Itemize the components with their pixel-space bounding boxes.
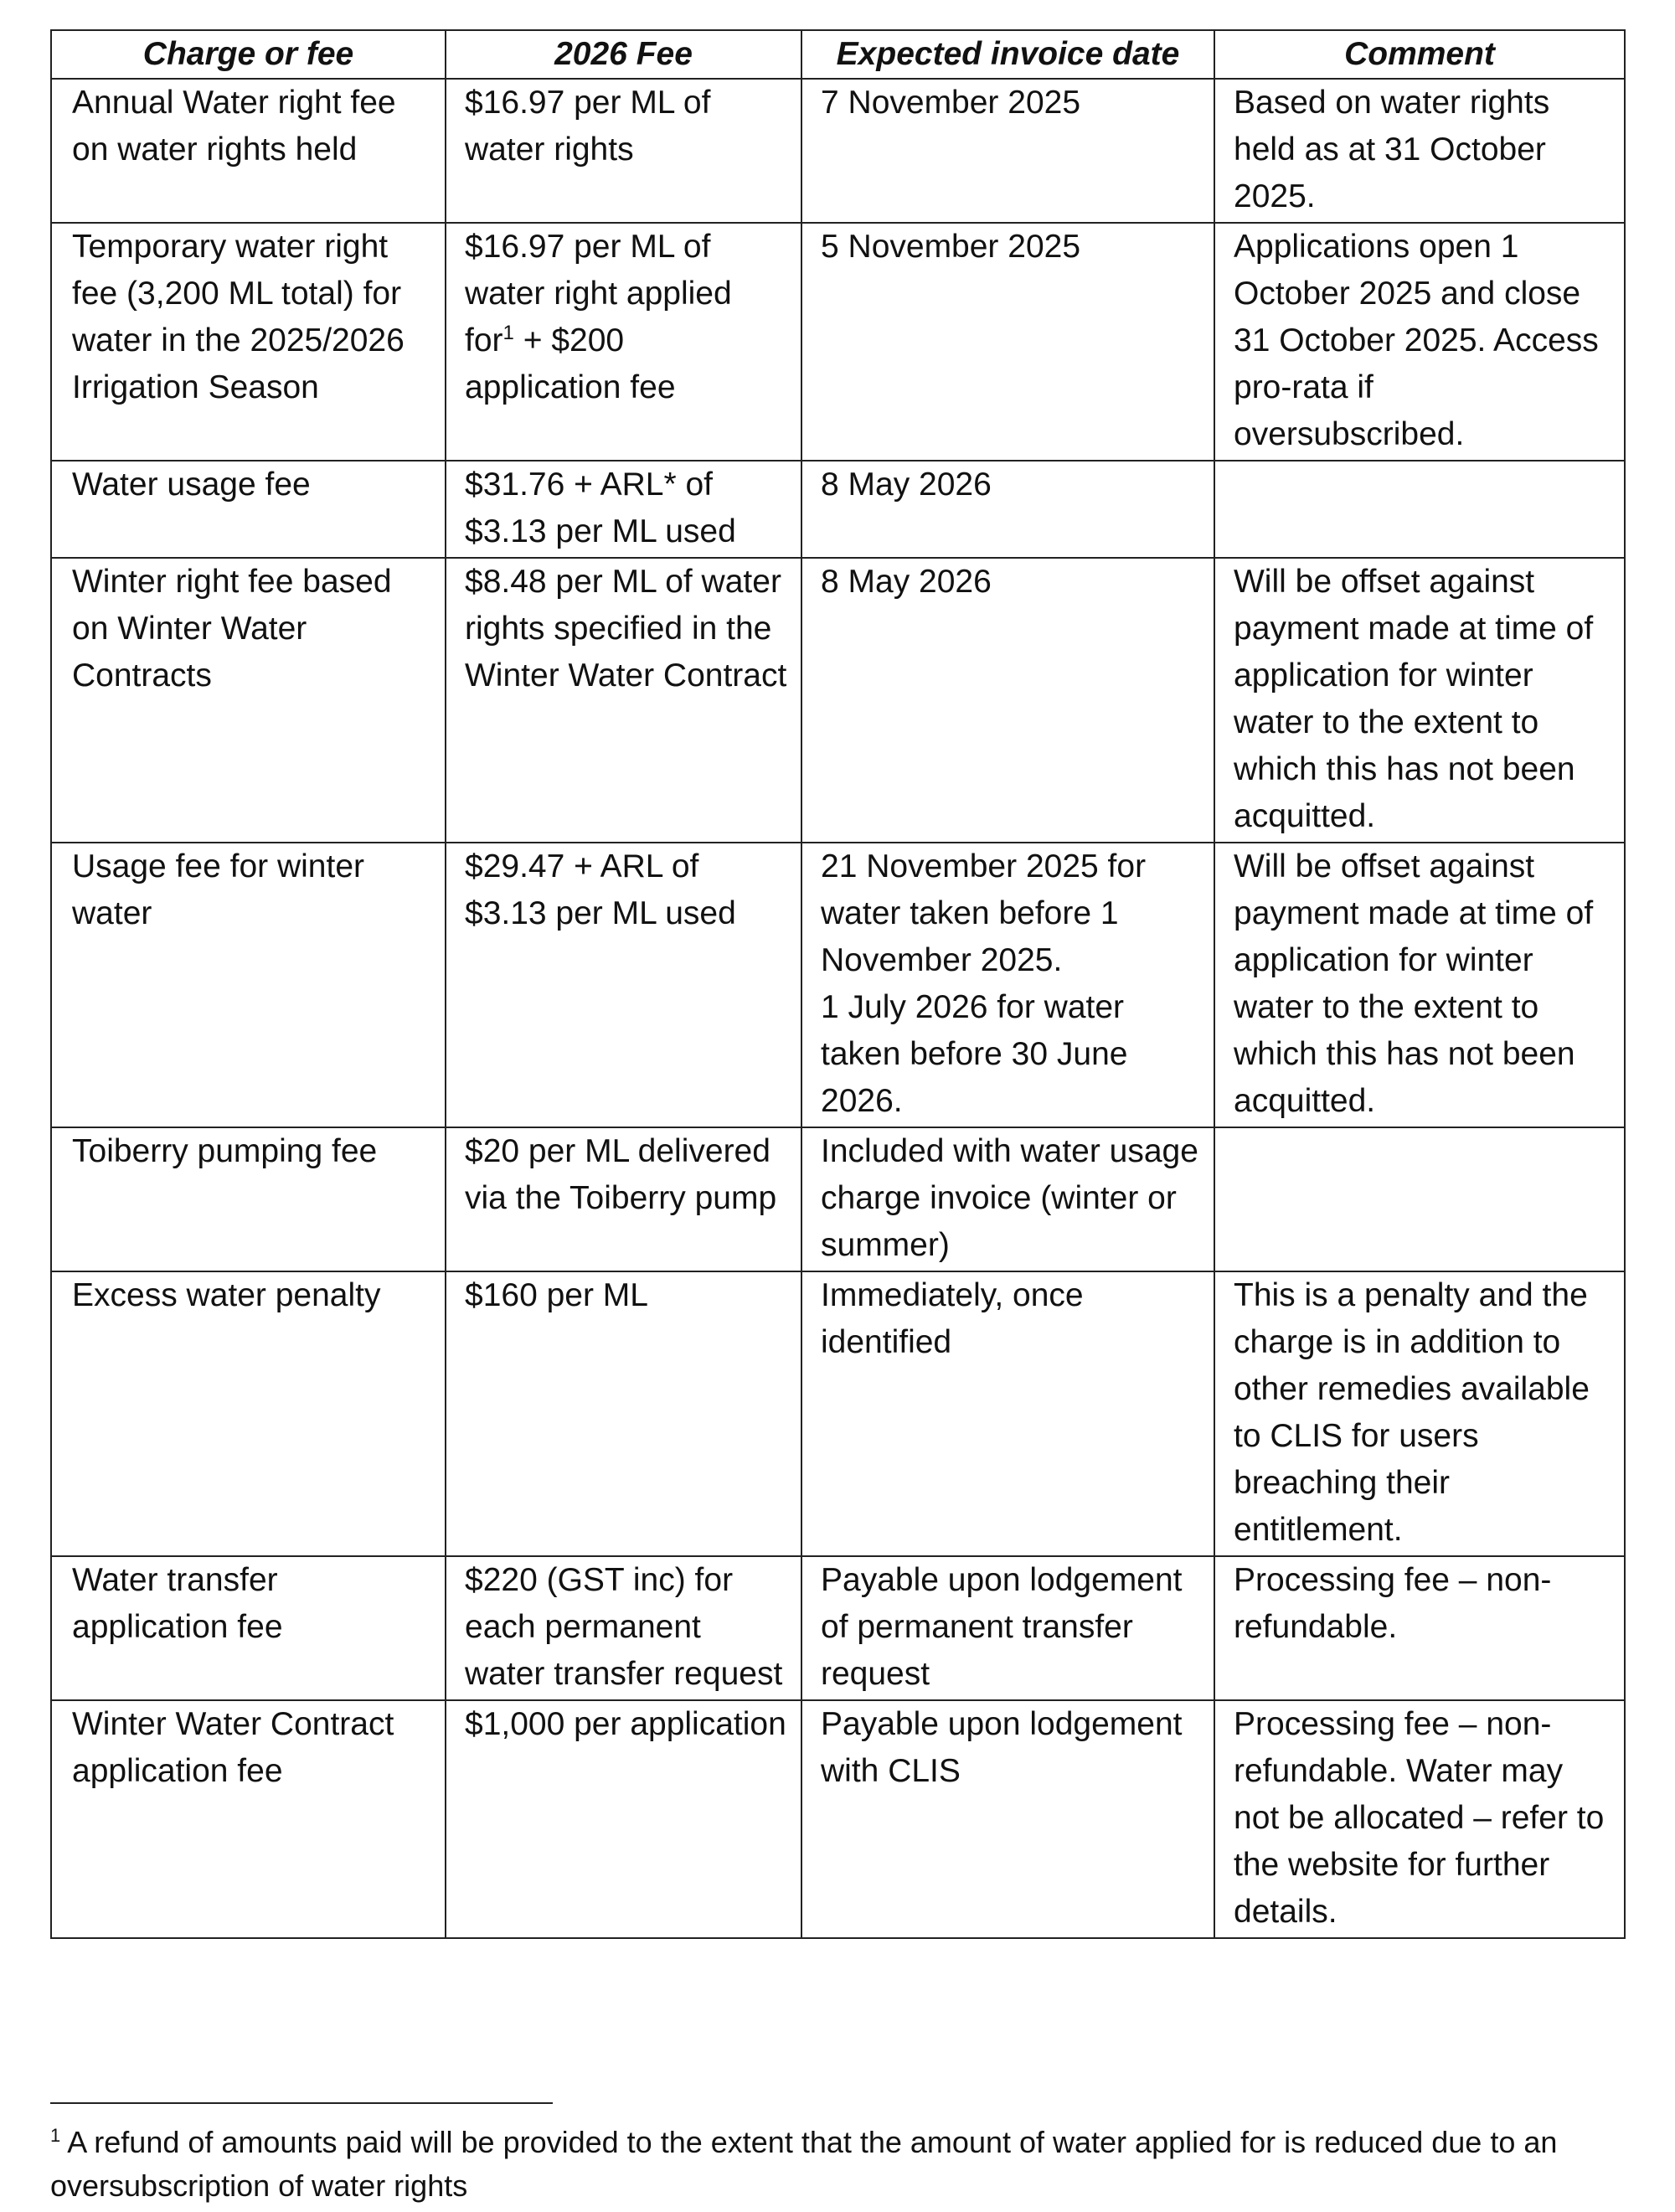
cell-comment: Will be offset against payment made at time of application for winter water to the extent to which this has not been acquitted. <box>1214 843 1625 1127</box>
table-row <box>51 1556 1625 1700</box>
table-row <box>51 558 1625 843</box>
cell-fee: $29.47 + ARL of $3.13 per ML used <box>446 843 801 1127</box>
header-expected-invoice-date: Expected invoice date <box>801 30 1214 79</box>
footnote-text: A refund of amounts paid will be provided to the extent that the amount of water applied for is reduced due to an oversubscription of water rights <box>50 2125 1558 2203</box>
cell-comment: Processing fee – non-refundable. <box>1214 1556 1625 1700</box>
cell-charge: Winter right fee based on Winter Water Contracts <box>51 558 446 843</box>
cell-fee: $8.48 per ML of water rights specified in the Winter Water Contract <box>446 558 801 843</box>
table-header-row <box>51 30 1625 79</box>
cell-comment <box>1214 461 1625 558</box>
table-row <box>51 1127 1625 1271</box>
footnote-reference: 1 <box>502 322 514 344</box>
cell-comment <box>1214 1127 1625 1271</box>
cell-charge: Excess water penalty <box>51 1271 446 1556</box>
footnote-separator <box>50 2102 553 2104</box>
table-row <box>51 1271 1625 1556</box>
cell-invoice-date: Payable upon lodgement of permanent transfer request <box>801 1556 1214 1700</box>
cell-fee: $220 (GST inc) for each permanent water transfer request <box>446 1556 801 1700</box>
fee-text-continued: + $200 application fee <box>465 322 676 405</box>
cell-charge: Usage fee for winter water <box>51 843 446 1127</box>
table-row <box>51 223 1625 461</box>
cell-fee: $20 per ML delivered via the Toiberry pump <box>446 1127 801 1271</box>
cell-comment: This is a penalty and the charge is in addition to other remedies available to CLIS for users breaching their entitlement. <box>1214 1271 1625 1556</box>
footnote <box>50 2121 1625 2208</box>
cell-comment: Processing fee – non-refundable. Water may not be allocated – refer to the website for further details. <box>1214 1700 1625 1938</box>
cell-comment: Will be offset against payment made at time of application for winter water to the extent to which this has not been acquitted. <box>1214 558 1625 843</box>
cell-invoice-date: Included with water usage charge invoice (winter or summer) <box>801 1127 1214 1271</box>
cell-invoice-date: 8 May 2026 <box>801 558 1214 843</box>
cell-charge: Water usage fee <box>51 461 446 558</box>
cell-fee: $31.76 + ARL* of $3.13 per ML used <box>446 461 801 558</box>
cell-charge: Winter Water Contract application fee <box>51 1700 446 1938</box>
cell-invoice-date: 7 November 2025 <box>801 79 1214 223</box>
cell-charge: Temporary water right fee (3,200 ML total) for water in the 2025/2026 Irrigation Season <box>51 223 446 461</box>
header-charge-or-fee: Charge or fee <box>51 30 446 79</box>
cell-comment: Based on water rights held as at 31 October 2025. <box>1214 79 1625 223</box>
cell-invoice-date: 8 May 2026 <box>801 461 1214 558</box>
cell-fee: $160 per ML <box>446 1271 801 1556</box>
cell-invoice-date: 5 November 2025 <box>801 223 1214 461</box>
table-row <box>51 843 1625 1127</box>
cell-charge: Toiberry pumping fee <box>51 1127 446 1271</box>
header-2026-fee: 2026 Fee <box>446 30 801 79</box>
cell-invoice-date: Payable upon lodgement with CLIS <box>801 1700 1214 1938</box>
cell-fee: $16.97 per ML of water rights <box>446 79 801 223</box>
fee-schedule-table <box>50 29 1626 1939</box>
cell-charge: Annual Water right fee on water rights held <box>51 79 446 223</box>
fee-text: $16.97 per ML of water right applied for <box>465 229 732 358</box>
cell-comment: Applications open 1 October 2025 and close 31 October 2025. Access pro-rata if oversubscribed. <box>1214 223 1625 461</box>
table-row <box>51 1700 1625 1938</box>
table-row <box>51 461 1625 558</box>
invoice-date-line: 1 July 2026 for water taken before 30 June 2026. <box>821 989 1128 1119</box>
cell-charge: Water transfer application fee <box>51 1556 446 1700</box>
invoice-date-line: 21 November 2025 for water taken before 1 November 2025. <box>821 848 1147 978</box>
cell-invoice-date: Immediately, once identified <box>801 1271 1214 1556</box>
footnote-marker: 1 <box>50 2125 61 2146</box>
cell-invoice-date <box>801 843 1214 1127</box>
cell-fee <box>446 223 801 461</box>
table-row <box>51 79 1625 223</box>
cell-fee: $1,000 per application <box>446 1700 801 1938</box>
header-comment: Comment <box>1214 30 1625 79</box>
